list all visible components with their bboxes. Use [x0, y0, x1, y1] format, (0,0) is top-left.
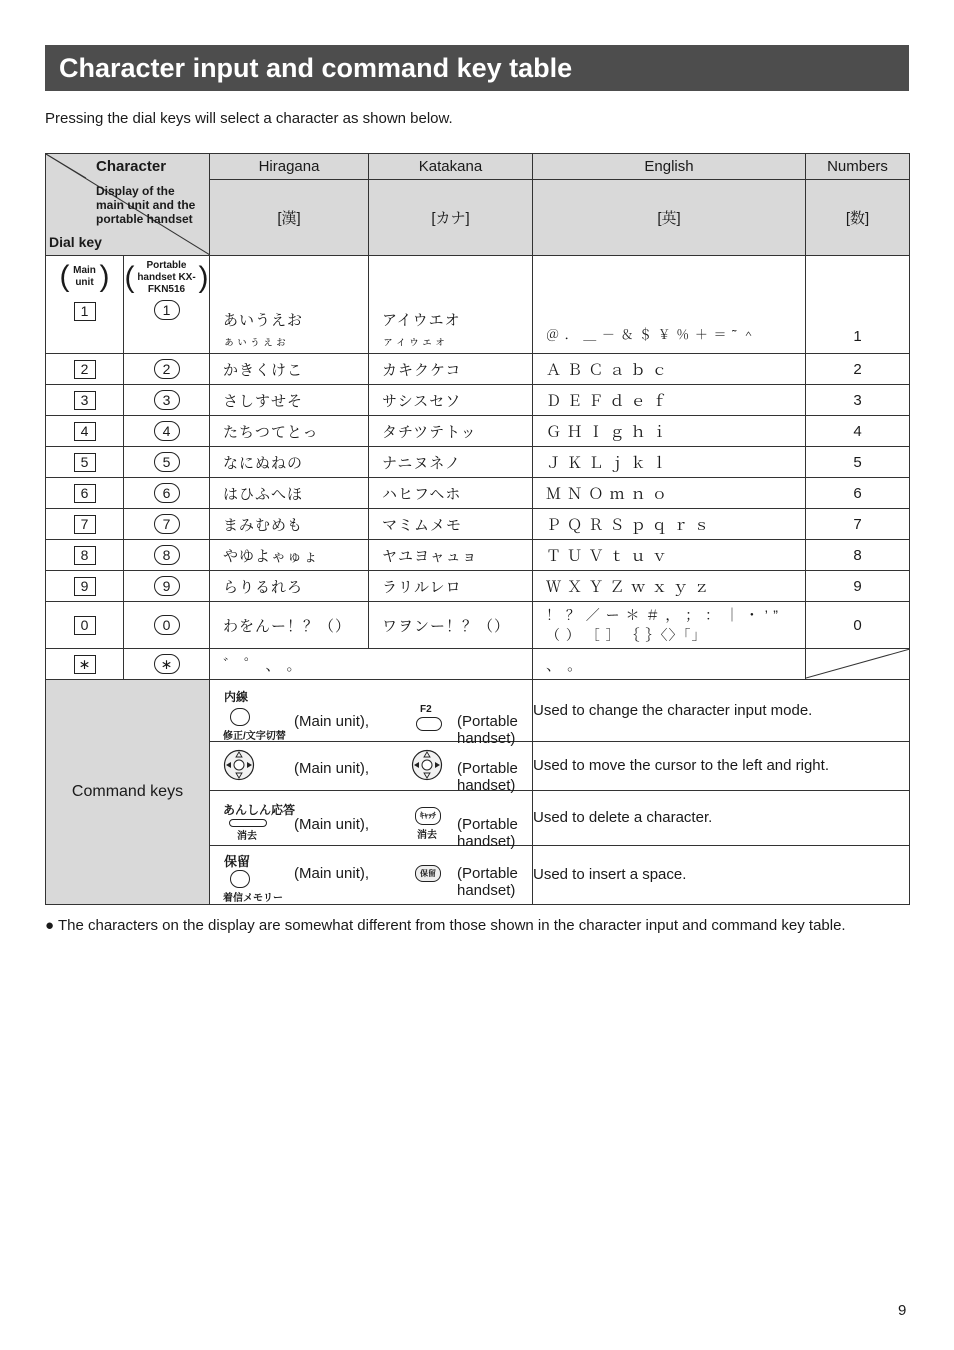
table-row [46, 447, 910, 478]
number-cell: 9 [806, 571, 910, 602]
number-cell: 5 [806, 447, 910, 478]
col-hiragana: Hiragana [210, 154, 369, 180]
hiragana-cell: かきくけこ [210, 354, 369, 385]
portable-key-star: ∗ [154, 654, 180, 674]
hiragana-cell: はひふへほ [210, 478, 369, 509]
hold-key-icon [230, 870, 250, 888]
kana-cell: ゛ ゜ 、 。 [210, 649, 533, 680]
mode-description: Used to change the character input mode. [533, 680, 910, 742]
english-cell: Ｍ Ｎ Ｏ ｍ ｎ ｏ [533, 478, 806, 509]
hiragana-cell: らりるれろ [210, 571, 369, 602]
katakana-cell: ハヒフヘホ [369, 478, 533, 509]
f2-label: F2 [420, 704, 432, 715]
col-katakana: Katakana [369, 154, 533, 180]
number-cell: 2 [806, 354, 910, 385]
table-row [46, 509, 910, 540]
portable-key-1: 1 [154, 300, 180, 320]
katakana-cell: ラリルレロ [369, 571, 533, 602]
portable-key-0: 0 [154, 615, 180, 635]
katakana-cell: マミムメモ [369, 509, 533, 540]
main-key-7: 7 [74, 515, 96, 534]
portable-handset-text: (Portable handset) [457, 816, 518, 850]
english-cell: Ａ Ｂ Ｃ ａ ｂ ｃ [533, 354, 806, 385]
english-cell: Ｔ Ｕ Ｖ ｔ ｕ ｖ [533, 540, 806, 571]
portable-key-5: 5 [154, 452, 180, 472]
table-row [46, 416, 910, 447]
number-cell: 7 [806, 509, 910, 540]
catch-sub-label: 消去 [417, 830, 437, 841]
page-title: Character input and command key table [59, 53, 573, 83]
english-cell: Ｊ Ｋ Ｌ ｊ ｋ ｌ [533, 447, 806, 478]
main-key-star: ∗ [74, 655, 96, 674]
hiragana-cell: わをんー！？（） [210, 602, 369, 649]
number-cell: 8 [806, 540, 910, 571]
table-row [46, 478, 910, 509]
english-cell: Ｗ Ｘ Ｙ Ｚ ｗ ｘ ｙ ｚ [533, 571, 806, 602]
naisen-sub-label: 修正/文字切替 [223, 731, 286, 742]
portable-key-9: 9 [154, 576, 180, 596]
main-unit-key-cell [46, 256, 124, 354]
portable-handset-label: ( Portable handset KX-FKN516 ) [124, 260, 209, 295]
f2-key-icon [416, 717, 442, 731]
katakana-cell: ナニヌネノ [369, 447, 533, 478]
mode-hiragana: [漢] [210, 180, 369, 256]
col-numbers: Numbers [806, 154, 910, 180]
hiragana-cell: さしすせそ [210, 385, 369, 416]
katakana-cell: アイウエオ ァィゥェォ [369, 256, 533, 354]
delete-description: Used to delete a character. [533, 791, 910, 846]
title-bar [45, 45, 909, 91]
empty-number-cell [806, 649, 910, 680]
footnote: ● The characters on the display are somewhat different from those shown in the character input and command key table. [45, 917, 846, 934]
command-key-cell-mode [210, 680, 533, 747]
hold-sub-label: 着信メモリー [223, 893, 283, 904]
english-cell: ！ ？ ／ ー ＊ ＃ ， ； ： ｜ ・ ’ ” （ ） ［ ］ ｛ ｝〈〉「」 [533, 602, 806, 649]
page-number: 9 [898, 1302, 907, 1319]
main-key-5: 5 [74, 453, 96, 472]
main-key-3: 3 [74, 391, 96, 410]
main-key-0: 0 [74, 616, 96, 635]
main-key-2: 2 [74, 360, 96, 379]
hold-label: 保留 [224, 854, 251, 869]
portable-handset-text: (Portable handset) [457, 865, 518, 899]
handset-hold-key-icon: 保留 [415, 865, 441, 882]
main-unit-text: (Main unit), [294, 713, 370, 730]
table-row [46, 385, 910, 416]
number-cell: 0 [806, 602, 910, 649]
main-key-8: 8 [74, 546, 96, 565]
portable-key-6: 6 [154, 483, 180, 503]
main-unit-label: ( Main unit ) [59, 260, 110, 293]
portable-key-8: 8 [154, 545, 180, 565]
portable-key-7: 7 [154, 514, 180, 534]
command-key-cell-delete [210, 791, 533, 850]
katakana-cell: ワヲンー！？（） [369, 602, 533, 649]
character-table [45, 153, 910, 905]
slash-line [806, 649, 910, 679]
naisen-label: 内線 [224, 690, 249, 704]
katakana-cell: サシスセソ [369, 385, 533, 416]
intro-text: Pressing the dial keys will select a character as shown below. [45, 110, 453, 127]
english-cell: 、 。 [533, 649, 806, 680]
english-cell: Ｄ Ｅ Ｆ ｄ ｅ ｆ [533, 385, 806, 416]
katakana-cell: ヤユヨャュョ [369, 540, 533, 571]
table-row [46, 354, 910, 385]
hiragana-cell: たちつてとっ [210, 416, 369, 447]
dial-key-label: Dial key [49, 234, 102, 250]
main-key-9: 9 [74, 577, 96, 596]
table-row [46, 571, 910, 602]
naisen-key-icon [230, 708, 250, 726]
catch-key-icon: ｷｬｯﾁ [415, 807, 441, 825]
corner-header [46, 154, 210, 256]
hiragana-cell: やゆよゃゅょ [210, 540, 369, 571]
katakana-cell: タチツテトッ [369, 416, 533, 447]
main-key-1: 1 [74, 302, 96, 321]
number-cell: 4 [806, 416, 910, 447]
command-keys-label: Command keys [46, 680, 210, 905]
clear-key-icon [229, 819, 267, 827]
portable-key-4: 4 [154, 421, 180, 441]
table-row [46, 649, 910, 680]
table-row [46, 540, 910, 571]
anshin-label: あんしん応答 [223, 803, 296, 817]
number-cell: 3 [806, 385, 910, 416]
col-english: English [533, 154, 806, 180]
cursor-description: Used to move the cursor to the left and right. [533, 742, 910, 791]
number-cell: 1 [806, 256, 910, 354]
command-key-cell-cursor [210, 742, 533, 794]
portable-key-cell [124, 256, 210, 354]
hiragana-cell: なにぬねの [210, 447, 369, 478]
clear-sub-label: 消去 [237, 831, 257, 842]
command-key-cell-space [210, 846, 533, 905]
table-row [46, 602, 910, 649]
main-key-6: 6 [74, 484, 96, 503]
portable-key-3: 3 [154, 390, 180, 410]
hiragana-cell: あいうえお ぁぃぅぇぉ [210, 256, 369, 354]
navigator-key-icon [223, 749, 255, 781]
mode-numbers: [数] [806, 180, 910, 256]
number-cell: 6 [806, 478, 910, 509]
main-unit-text: (Main unit), [294, 865, 370, 882]
main-key-4: 4 [74, 422, 96, 441]
main-unit-text: (Main unit), [294, 816, 370, 833]
english-cell: ＠ ． ＿ － ＆ ＄ ￥ ％ ＋ ＝ ˜ ＾ [533, 256, 806, 354]
portable-handset-text: (Portable handset) [457, 713, 518, 747]
portable-key-2: 2 [154, 359, 180, 379]
table-row [46, 256, 910, 354]
main-unit-text: (Main unit), [294, 760, 370, 777]
handset-navigator-icon [411, 749, 443, 781]
mode-english: [英] [533, 180, 806, 256]
mode-katakana: [カナ] [369, 180, 533, 256]
katakana-cell: カキクケコ [369, 354, 533, 385]
display-note: Display of the main unit and the portable handset [96, 184, 196, 226]
character-label: Character [96, 158, 167, 175]
portable-handset-text: (Portable handset) [457, 760, 518, 794]
english-cell: Ｐ Ｑ Ｒ Ｓ ｐ ｑ ｒ ｓ [533, 509, 806, 540]
english-cell: Ｇ Ｈ Ｉ ｇ ｈ ｉ [533, 416, 806, 447]
hiragana-cell: まみむめも [210, 509, 369, 540]
space-description: Used to insert a space. [533, 846, 910, 905]
